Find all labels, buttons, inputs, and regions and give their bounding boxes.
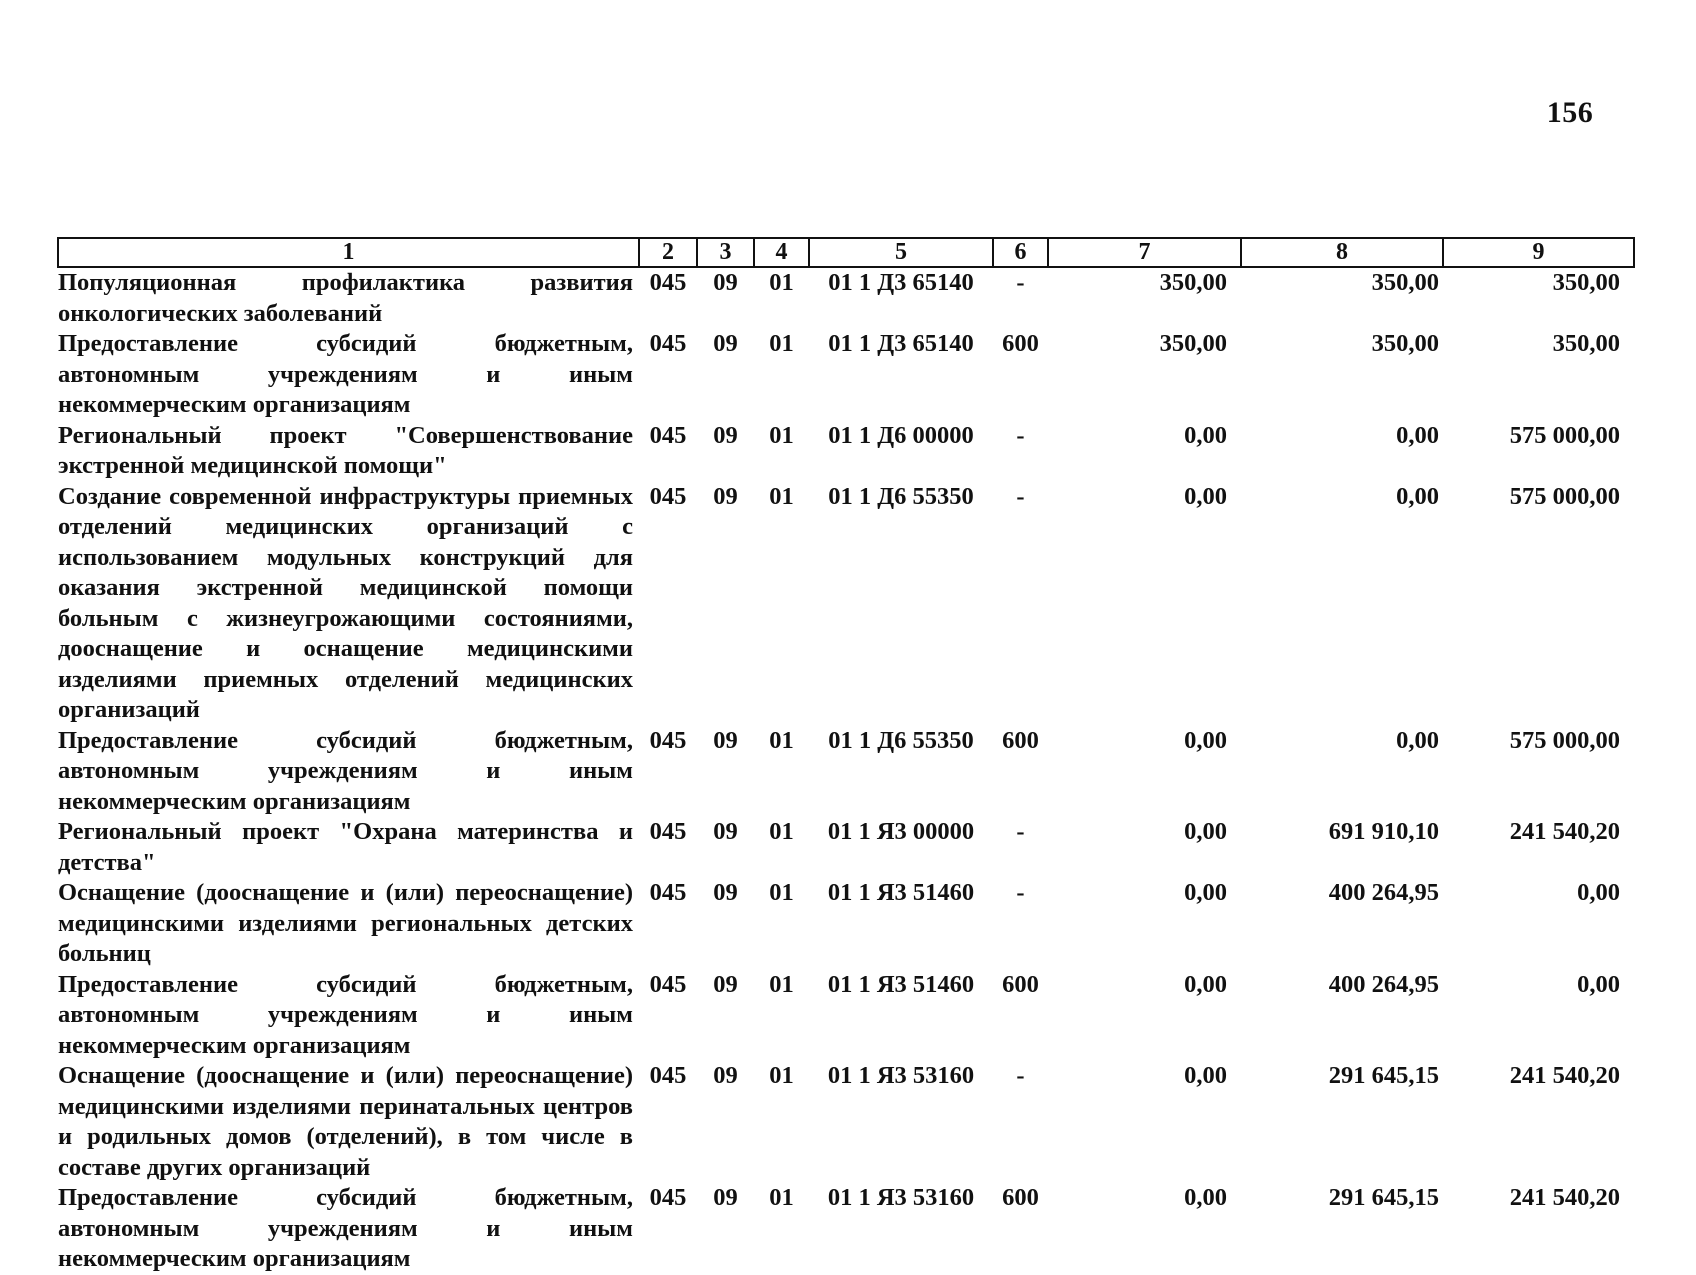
table-row [58,1183,1634,1275]
row-amount-col7: 350,00 [1159,269,1227,296]
row-amount-col8: 0,00 [1396,421,1439,449]
row-name: Предоставление субсидий бюджетным, автономным учреждениям и иным некоммерческим организациям [58,726,633,815]
row-amount-col9: 0,00 [1577,970,1620,998]
row-expense-type: - [1016,269,1025,296]
table-row [58,726,1634,818]
row-expense-type: - [1016,421,1025,449]
row-section-code: 09 [713,1062,738,1089]
table-row [58,1061,1634,1183]
row-expense-type: 600 [1002,970,1039,998]
row-amount-col9: 350,00 [1552,269,1620,296]
row-amount-col7: 0,00 [1184,818,1227,845]
row-subsection-code: 01 [769,421,794,449]
column-header-5: 5 [809,238,993,267]
row-amount-col7: 0,00 [1184,1062,1227,1089]
row-subsection-code: 01 [769,269,794,296]
row-amount-col7: 0,00 [1184,421,1227,449]
row-section-code: 09 [713,330,738,357]
row-subsection-code: 01 [769,1062,794,1089]
row-subsection-code: 01 [769,726,794,754]
row-ministry-code: 045 [649,269,687,296]
row-name: Предоставление субсидий бюджетным, автономным учреждениям и иным некоммерческим организациям [58,1184,633,1272]
row-subsection-code: 01 [769,879,794,906]
row-section-code: 09 [713,879,738,906]
row-amount-col9: 575 000,00 [1509,421,1620,449]
column-header-9: 9 [1443,238,1634,267]
row-amount-col8: 291 645,15 [1328,1062,1439,1089]
row-amount-col9: 241 540,20 [1509,1062,1620,1089]
row-name: Оснащение (дооснащение и (или) переоснащение) медицинскими изделиями региональных детских больниц [58,879,633,967]
row-ministry-code: 045 [649,1062,687,1089]
table-row [58,329,1634,421]
row-amount-col9: 575 000,00 [1509,482,1620,510]
row-name: Предоставление субсидий бюджетным, автономным учреждениям и иным некоммерческим организациям [58,970,633,1059]
table-row [58,267,1634,329]
row-target-code: 01 1 Д3 65140 [828,269,974,296]
row-name: Предоставление субсидий бюджетным, автономным учреждениям и иным некоммерческим организациям [58,330,633,418]
column-header-3: 3 [697,238,754,267]
row-target-code: 01 1 Я3 53160 [827,1062,975,1089]
row-target-code: 01 1 Я3 00000 [827,818,975,845]
table-header-row [58,238,1634,267]
row-subsection-code: 01 [769,482,794,510]
page-number: 156 [1546,96,1594,129]
row-amount-col7: 350,00 [1159,330,1227,357]
row-amount-col8: 350,00 [1371,269,1439,296]
table-row [58,817,1634,878]
row-ministry-code: 045 [649,330,687,357]
column-header-2: 2 [639,238,697,267]
row-section-code: 09 [713,482,738,510]
row-amount-col8: 400 264,95 [1328,879,1439,906]
row-amount-col8: 0,00 [1396,726,1439,754]
row-ministry-code: 045 [649,1184,687,1211]
row-section-code: 09 [713,818,738,845]
column-header-1: 1 [58,238,639,267]
row-subsection-code: 01 [769,1184,794,1211]
row-subsection-code: 01 [769,818,794,845]
row-amount-col7: 0,00 [1184,879,1227,906]
row-target-code: 01 1 Д3 65140 [828,330,974,357]
table-row [58,970,1634,1062]
row-name: Региональный проект "Совершенствование экстренной медицинской помощи" [58,421,633,479]
row-name: Оснащение (дооснащение и (или) переоснащение) медицинскими изделиями перинатальных центров и родильных домов (отделений), в том числе в составе других организаций [58,1062,633,1181]
row-subsection-code: 01 [769,970,794,998]
row-expense-type: 600 [1002,1184,1039,1211]
table-row [58,482,1634,726]
row-amount-col8: 350,00 [1371,330,1439,357]
row-target-code: 01 1 Д6 55350 [828,482,974,510]
budget-table [57,237,1635,1275]
row-section-code: 09 [713,421,738,449]
row-amount-col9: 575 000,00 [1509,726,1620,754]
row-target-code: 01 1 Д6 00000 [828,421,974,449]
row-name: Региональный проект "Охрана материнства и детства" [58,818,633,876]
row-target-code: 01 1 Я3 51460 [827,970,975,998]
row-amount-col8: 291 645,15 [1328,1184,1439,1211]
row-ministry-code: 045 [649,970,687,998]
row-section-code: 09 [713,1184,738,1211]
row-amount-col9: 0,00 [1577,879,1620,906]
row-amount-col9: 241 540,20 [1509,1184,1620,1211]
row-amount-col7: 0,00 [1184,482,1227,510]
row-expense-type: - [1016,879,1025,906]
row-target-code: 01 1 Д6 55350 [828,726,974,754]
row-target-code: 01 1 Я3 53160 [827,1184,975,1211]
row-expense-type: - [1016,818,1025,845]
column-header-4: 4 [754,238,809,267]
row-ministry-code: 045 [649,818,687,845]
row-target-code: 01 1 Я3 51460 [827,879,975,906]
column-header-7: 7 [1048,238,1241,267]
row-section-code: 09 [713,269,738,296]
row-section-code: 09 [713,970,738,998]
row-ministry-code: 045 [649,879,687,906]
row-amount-col7: 0,00 [1184,1184,1227,1211]
row-expense-type: 600 [1002,330,1039,357]
row-ministry-code: 045 [649,482,687,510]
row-expense-type: 600 [1002,726,1039,754]
row-amount-col7: 0,00 [1184,970,1227,998]
row-ministry-code: 045 [649,726,687,754]
row-name: Популяционная профилактика развития онкологических заболеваний [58,269,633,327]
row-section-code: 09 [713,726,738,754]
row-amount-col9: 350,00 [1552,330,1620,357]
row-amount-col8: 691 910,10 [1328,818,1439,845]
row-amount-col9: 241 540,20 [1509,818,1620,845]
column-header-8: 8 [1241,238,1443,267]
row-name: Создание современной инфраструктуры приемных отделений медицинских организаций с использованием модульных конструкций для оказания экстренной медицинской помощи больным с жизнеугрожающими состояниями, дооснащение и оснащение медицинскими изделиями приемных отделений медицинских организаций [58,482,633,723]
column-header-6: 6 [993,238,1048,267]
table-row [58,878,1634,970]
row-amount-col8: 400 264,95 [1328,970,1439,998]
row-subsection-code: 01 [769,330,794,357]
row-expense-type: - [1016,1062,1025,1089]
row-amount-col8: 0,00 [1396,482,1439,510]
row-ministry-code: 045 [649,421,687,449]
row-expense-type: - [1016,482,1025,510]
table-row [58,421,1634,482]
row-amount-col7: 0,00 [1184,726,1227,754]
